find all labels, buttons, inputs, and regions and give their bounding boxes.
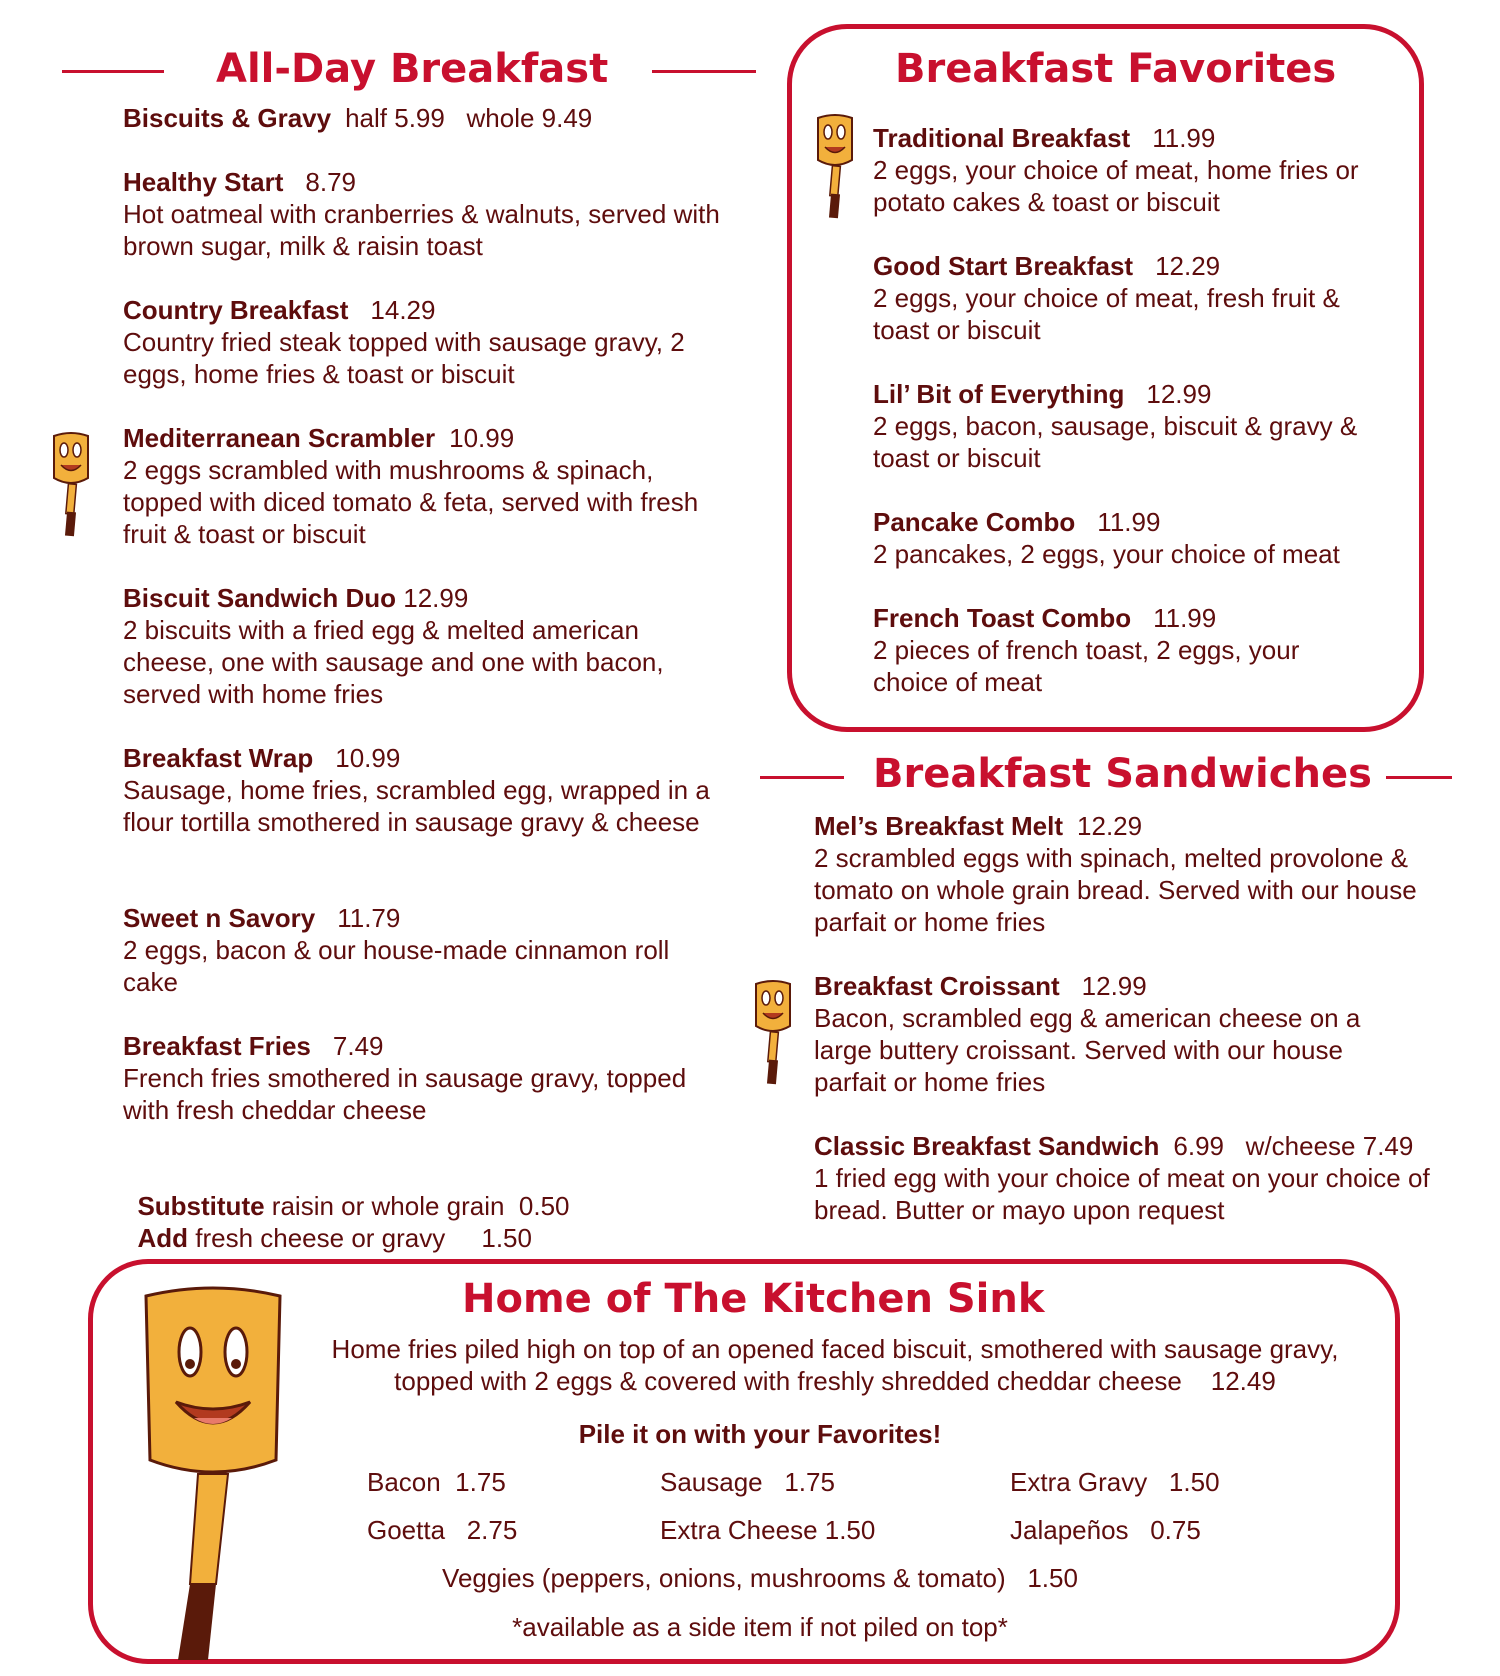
item-price: 14.29 xyxy=(370,295,436,325)
item-desc: 2 eggs, bacon, sausage, biscuit & gravy & toast or biscuit xyxy=(873,411,1358,473)
menu-item xyxy=(873,602,1343,698)
item-price: 12.99 xyxy=(1081,971,1147,1001)
item-name: Traditional Breakfast xyxy=(873,123,1131,153)
menu-item xyxy=(123,102,723,134)
item-name: Lil’ Bit of Everything xyxy=(873,379,1125,409)
item-price: 11.99 xyxy=(1153,603,1217,633)
substitute-text: raisin or whole grain 0.50 xyxy=(271,1191,570,1221)
menu-item xyxy=(123,1030,713,1126)
addon-item: Bacon 1.75 xyxy=(367,1467,506,1497)
item-desc: Bacon, scrambled egg & american cheese on a large buttery croissant. Served with our house parfait or home fries xyxy=(814,1003,1361,1097)
item-price: 10.99 xyxy=(335,743,401,773)
item-desc: 2 eggs scrambled with mushrooms & spinach, topped with diced tomato & feta, served with fresh fruit & toast or biscuit xyxy=(123,455,699,549)
item-desc: Country fried steak topped with sausage gravy, 2 eggs, home fries & toast or biscuit xyxy=(123,327,685,389)
item-price: 12.29 xyxy=(1077,811,1143,841)
spatula-mascot-icon xyxy=(812,112,858,222)
item-price: 12.99 xyxy=(1146,379,1212,409)
menu-item xyxy=(123,902,703,998)
menu-item xyxy=(814,1130,1454,1226)
addon-item: Extra Cheese 1.50 xyxy=(660,1515,876,1545)
item-price: 11.99 xyxy=(1152,123,1216,153)
all-day-title: All-Day Breakfast xyxy=(216,46,609,92)
add-text: fresh cheese or gravy 1.50 xyxy=(195,1223,532,1253)
spatula-mascot-icon xyxy=(750,978,796,1088)
spatula-mascot-icon xyxy=(48,430,94,540)
addon-item: Goetta 2.75 xyxy=(367,1515,518,1545)
item-desc: 2 scrambled eggs with spinach, melted provolone & tomato on whole grain bread. Served with our house parfait or home fries xyxy=(814,843,1417,937)
item-price: 11.79 xyxy=(337,903,401,933)
item-price: 12.99 xyxy=(403,583,469,613)
menu-item xyxy=(123,742,713,838)
item-price: 6.99 w/cheese 7.49 xyxy=(1173,1131,1414,1161)
item-name: Sweet n Savory xyxy=(123,903,316,933)
addon-item: Extra Gravy 1.50 xyxy=(1010,1467,1220,1497)
item-price: 11.99 xyxy=(1097,507,1161,537)
veggies-addon: Veggies (peppers, onions, mushrooms & tomato) 1.50 xyxy=(442,1563,1078,1593)
add-label: Add xyxy=(137,1223,188,1253)
item-name: Breakfast Fries xyxy=(123,1031,311,1061)
item-desc: 2 pieces of french toast, 2 eggs, your choice of meat xyxy=(873,635,1300,697)
item-price: 10.99 xyxy=(449,423,515,453)
item-price: half 5.99 whole 9.49 xyxy=(345,103,593,133)
menu-item xyxy=(814,970,1414,1098)
item-name: Biscuits & Gravy xyxy=(123,103,332,133)
item-desc: 2 pancakes, 2 eggs, your choice of meat xyxy=(873,539,1340,569)
item-desc: 2 eggs, your choice of meat, home fries or potato cakes & toast or biscuit xyxy=(873,155,1359,217)
menu-item xyxy=(873,378,1383,474)
item-desc: 2 eggs, your choice of meat, fresh fruit & toast or biscuit xyxy=(873,283,1340,345)
add-line xyxy=(123,1190,723,1254)
addon-item: Sausage 1.75 xyxy=(660,1467,835,1497)
item-name: Good Start Breakfast xyxy=(873,251,1134,281)
pile-title: Pile it on with your Favorites! xyxy=(578,1419,942,1449)
item-name: Breakfast Wrap xyxy=(123,743,314,773)
header-rule-right xyxy=(1386,776,1452,779)
header-rule-left xyxy=(62,70,164,73)
item-name: Breakfast Croissant xyxy=(814,971,1060,1001)
addon-item: Jalapeños 0.75 xyxy=(1010,1515,1201,1545)
item-name: Pancake Combo xyxy=(873,507,1076,537)
kitchen-sink-title: Home of The Kitchen Sink xyxy=(462,1276,1045,1322)
item-name: French Toast Combo xyxy=(873,603,1132,633)
spatula-mascot-icon xyxy=(138,1284,288,1664)
header-rule-left xyxy=(760,776,844,779)
menu-item xyxy=(123,422,703,550)
menu-item xyxy=(123,582,713,710)
item-name: Country Breakfast xyxy=(123,295,349,325)
item-desc: Hot oatmeal with cranberries & walnuts, served with brown sugar, milk & raisin toast xyxy=(123,199,720,261)
menu-item xyxy=(873,250,1373,346)
item-price: 7.49 xyxy=(332,1031,384,1061)
substitute-label: Substitute xyxy=(137,1191,265,1221)
item-price: 12.29 xyxy=(1155,251,1221,281)
menu-item xyxy=(123,294,723,390)
item-desc: 1 fried egg with your choice of meat on your choice of bread. Butter or mayo upon request xyxy=(814,1163,1430,1225)
item-desc: Sausage, home fries, scrambled egg, wrapped in a flour tortilla smothered in sausage gravy & cheese xyxy=(123,775,710,837)
menu-item xyxy=(873,122,1403,218)
item-name: Biscuit Sandwich Duo xyxy=(123,583,397,613)
header-rule-right xyxy=(652,70,756,73)
menu-item xyxy=(873,506,1403,570)
kitchen-sink-desc-1: Home fries piled high on top of an opened faced biscuit, smothered with sausage gravy, xyxy=(331,1334,1339,1364)
item-price: 8.79 xyxy=(305,167,356,197)
item-name: Mediterranean Scrambler xyxy=(123,423,436,453)
favorites-title: Breakfast Favorites xyxy=(895,46,1337,92)
item-desc: 2 biscuits with a fried egg & melted american cheese, one with sausage and one with bacon, served with home fries xyxy=(123,615,664,709)
side-item-note: *available as a side item if not piled on top* xyxy=(512,1612,1008,1642)
kitchen-sink-desc-2: topped with 2 eggs & covered with freshly shredded cheddar cheese 12.49 xyxy=(394,1366,1276,1396)
menu-item xyxy=(123,166,723,262)
item-name: Mel’s Breakfast Melt xyxy=(814,811,1064,841)
item-desc: French fries smothered in sausage gravy, topped with fresh cheddar cheese xyxy=(123,1063,687,1125)
item-name: Classic Breakfast Sandwich xyxy=(814,1131,1160,1161)
item-desc: 2 eggs, bacon & our house-made cinnamon roll cake xyxy=(123,935,670,997)
sandwiches-title: Breakfast Sandwiches xyxy=(873,751,1372,797)
menu-item xyxy=(814,810,1444,938)
item-name: Healthy Start xyxy=(123,167,284,197)
